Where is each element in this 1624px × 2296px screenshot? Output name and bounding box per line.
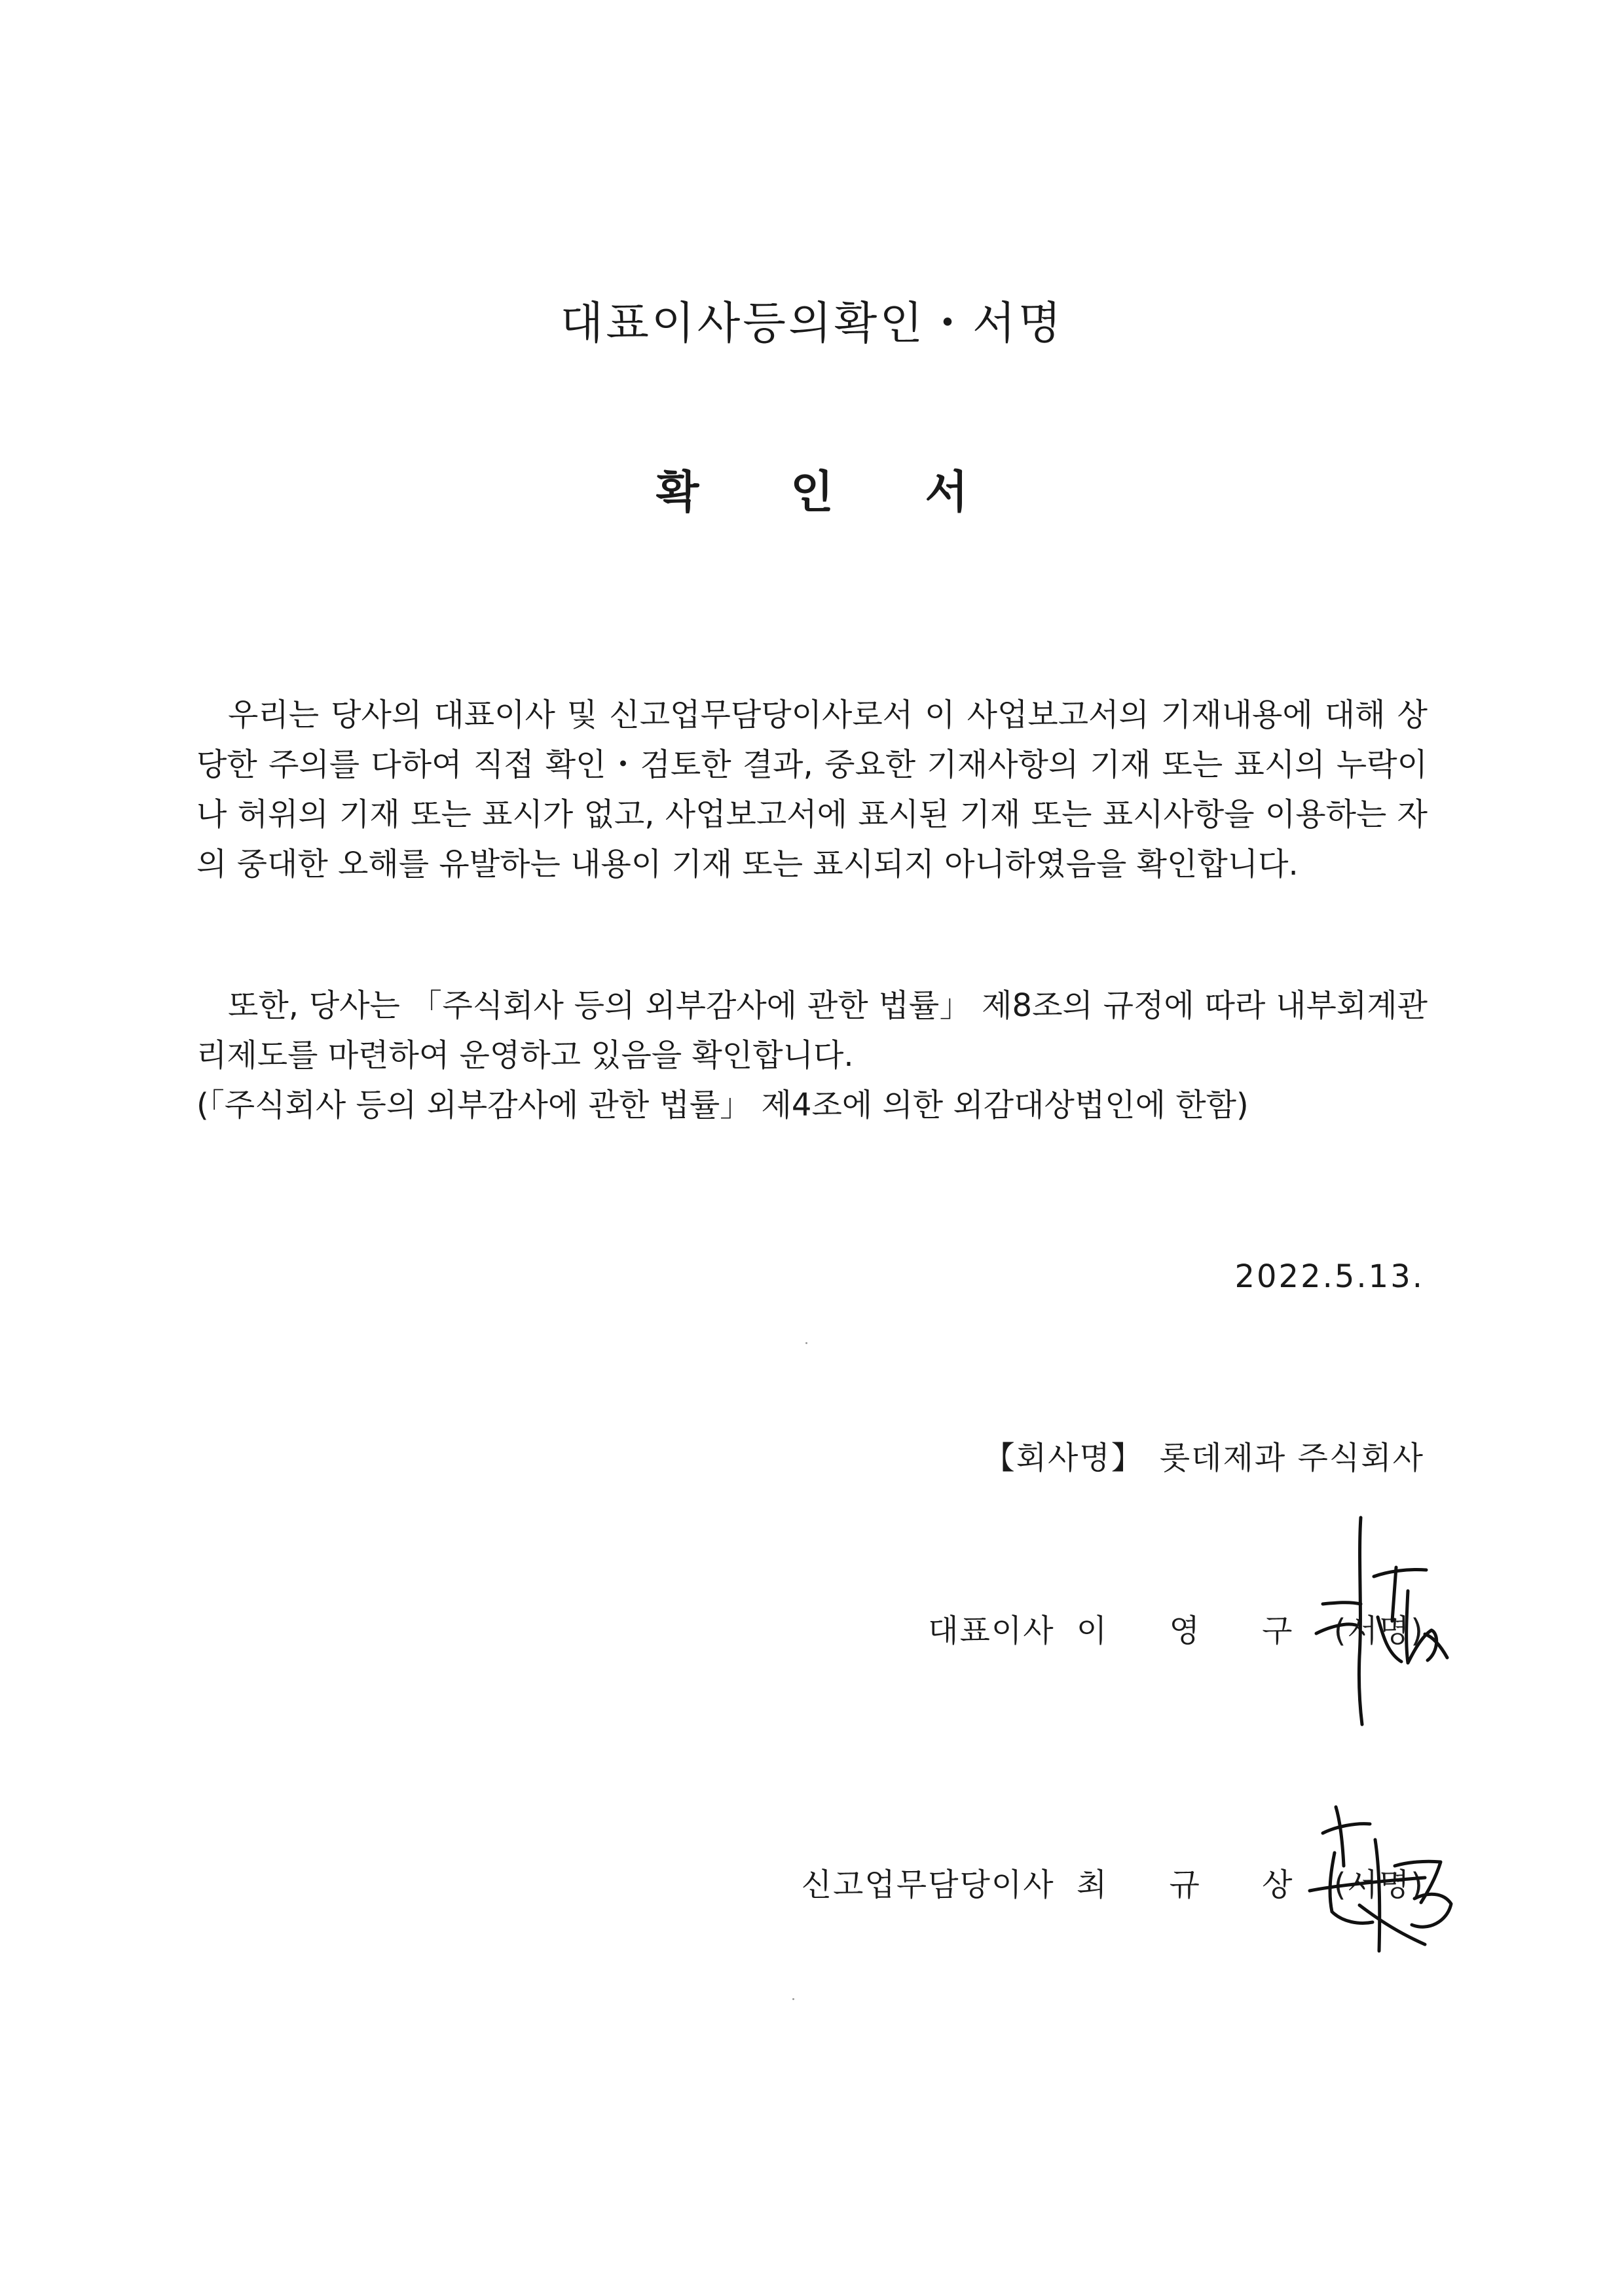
company-name: 롯데제과 주식회사 [1159,1440,1424,1476]
ceo-signer-line [928,1605,1424,1650]
ceo-role: 대표이사 [928,1613,1055,1649]
cfo-name: 최 규 상 [1076,1867,1319,1903]
scan-speck [792,1998,794,2000]
ceo-signature-mark: (서명) [1333,1613,1424,1649]
document-date: 2022.5.13. [1234,1258,1424,1295]
ceo-name: 이 영 구 [1076,1613,1319,1649]
cfo-signature-mark: (서명) [1333,1867,1424,1903]
cfo-role: 신고업무담당이사 [801,1867,1055,1903]
scope-note: (「주식회사 등의 외부감사에 관한 법률」 제4조에 의한 외감대상법인에 한함) [196,1087,1249,1123]
header-title: 대표이사등의확인・서명 [560,298,1064,350]
company-line [984,1432,1424,1478]
document-title: 확 인 서 [655,467,1006,519]
scan-speck [805,1342,807,1344]
cfo-signer-line [802,1859,1424,1904]
confirmation-paragraph: 우리는 당사의 대표이사 및 신고업무담당이사로서 이 사업보고서의 기재내용에 대해 상당한 주의를 다하여 직접 확인・검토한 결과, 중요한 기재사항의 기재 또는 표시의 누락이나 허위의 기재 또는 표시가 없고, 사업보고서에 표시된 기재 또는 표시사항을 이용하는 자의 중대한 오해를 유발하는 내용이 기재 또는 표시되지 아니하였음을 확인합니다. [196,697,1428,883]
internal-control-paragraph: 또한, 당사는 「주식회사 등의 외부감사에 관한 법률」 제8조의 규정에 따라 내부회계관리제도를 마련하여 운영하고 있음을 확인합니다. [196,987,1428,1074]
company-label: 【회사명】 [983,1440,1144,1476]
